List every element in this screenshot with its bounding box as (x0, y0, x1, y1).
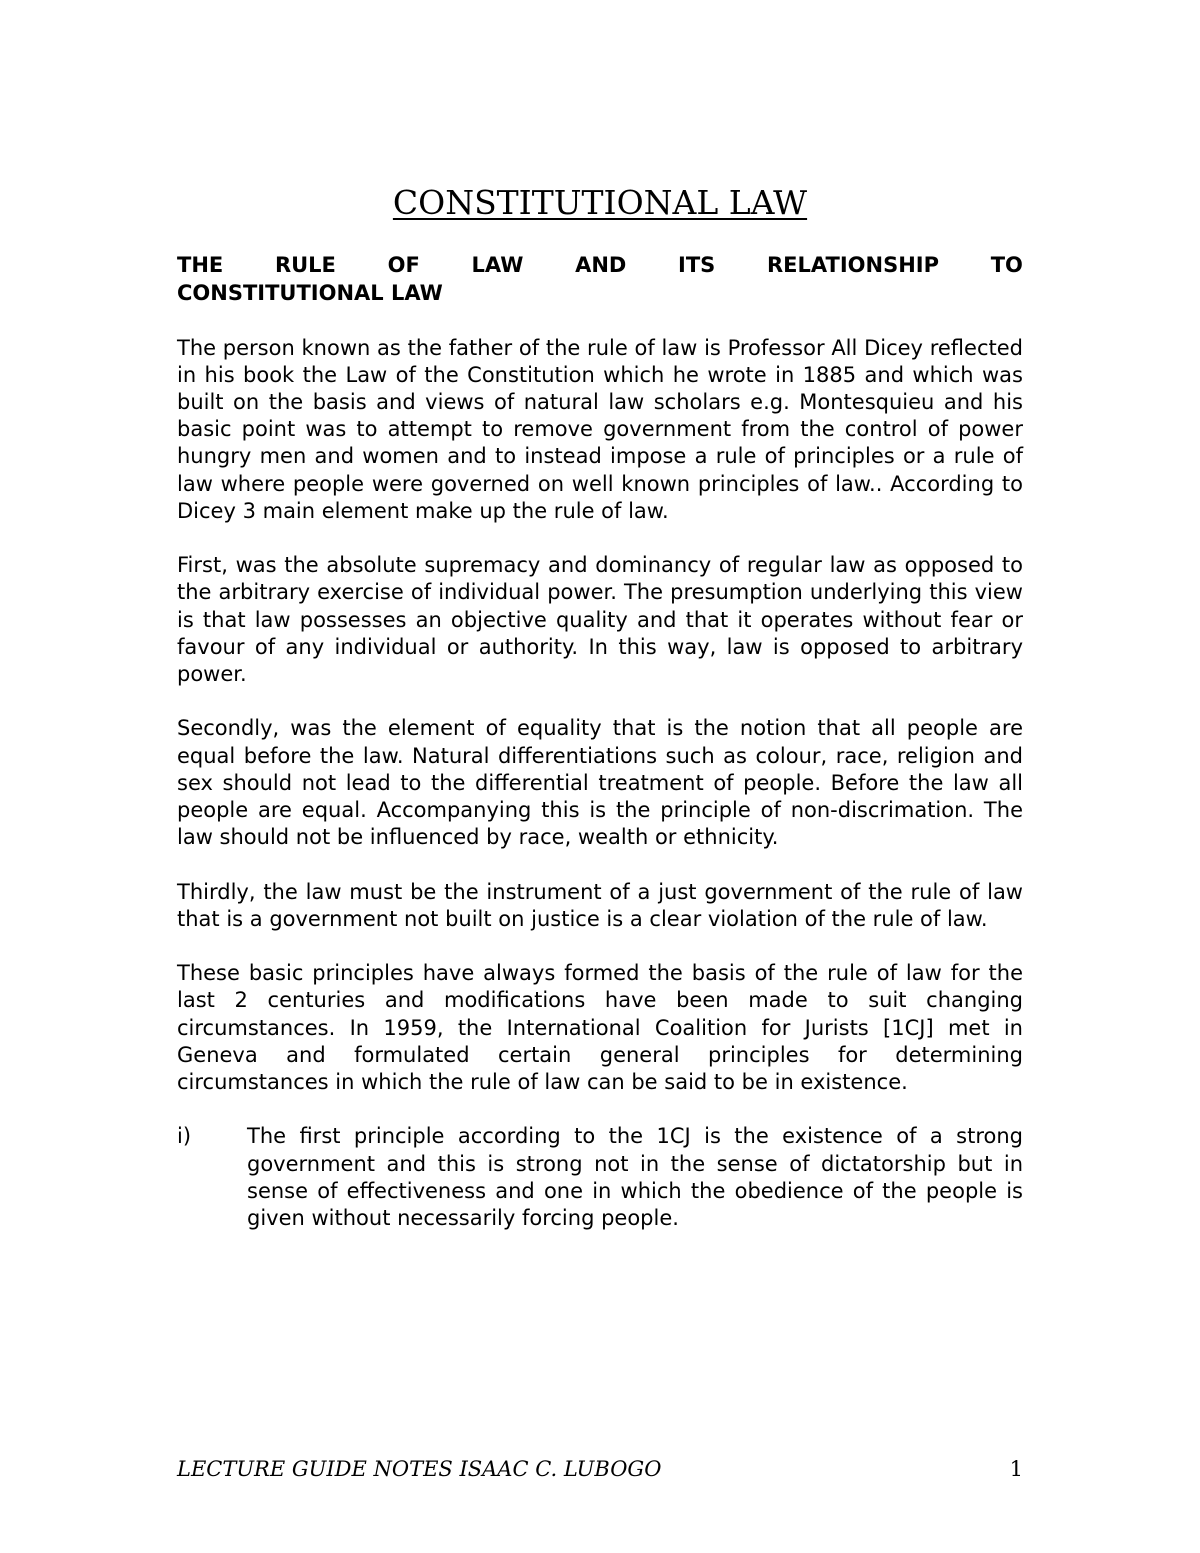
paragraph-icj-principles: These basic principles have always formed the basis of the rule of law for the last 2 centuries and modifications have been made to suit changing circumstances. In 1959, the International Coalition for Jurists [1CJ] met in Geneva and formulated certain general principles for determining circumstances in which the rule of law can be said to be in existence. (177, 961, 1023, 1094)
heading-word: LAW (471, 253, 524, 277)
heading-word: RULE (274, 253, 336, 277)
section-heading (177, 252, 1023, 307)
heading-word: OF (387, 253, 420, 277)
heading-word: ITS (678, 253, 716, 277)
section-heading-line-1 (177, 252, 1023, 280)
paragraph-third-element: Thirdly, the law must be the instrument of a just government of the rule of law that is a government not built on justice is a clear violation of the rule of law. (177, 879, 1023, 931)
heading-word: AND (575, 253, 627, 277)
list-item-text: The first principle according to the 1CJ is the existence of a strong government and this is strong not in the sense of dictatorship but in sense of effectiveness and one in which the obedience of the people is given without necessarily forcing people. (247, 1124, 1023, 1230)
heading-word: RELATIONSHIP (767, 253, 940, 277)
page-number: 1 (1009, 1457, 1023, 1481)
paragraph-second-element: Secondly, was the element of equality that is the notion that all people are equal before the law. Natural differentiations such as colour, race, religion and sex should not lead to the differential treatment of people. Before the law all people are equal. Accompanying this is the principle of non-discrimation. The law should not be influenced by race, wealth or ethnicity. (177, 716, 1023, 850)
section-heading-line-2: CONSTITUTIONAL LAW (177, 280, 443, 305)
document-title: CONSTITUTIONAL LAW (392, 183, 808, 222)
heading-word: THE (177, 253, 224, 277)
footer-text: LECTURE GUIDE NOTES ISAAC C. LUBOGO (177, 1457, 662, 1481)
list-marker: i) (177, 1124, 192, 1149)
page-footer (177, 1455, 1023, 1483)
paragraph-dicey-intro: The person known as the father of the rule of law is Professor All Dicey reflected in his book the Law of the Constitution which he wrote in 1885 and which was built on the basis and views of natural law scholars e.g. Montesquieu and his basic point was to attempt to remove government from the control of power hungry men and women and to instead impose a rule of principles or a rule of law where people were governed on well known principles of law.. According to Dicey 3 main element make up the rule of law. (177, 335, 1023, 523)
heading-word: TO (990, 253, 1023, 277)
list-item (177, 1123, 1023, 1232)
document-body (177, 252, 1023, 1232)
paragraph-first-element: First, was the absolute supremacy and dominancy of regular law as opposed to the arbitrary exercise of individual power. The presumption underlying this view is that law possesses an objective quality and that it operates without fear or favour of any individual or authority. In this way, law is opposed to arbitrary power. (177, 553, 1023, 686)
